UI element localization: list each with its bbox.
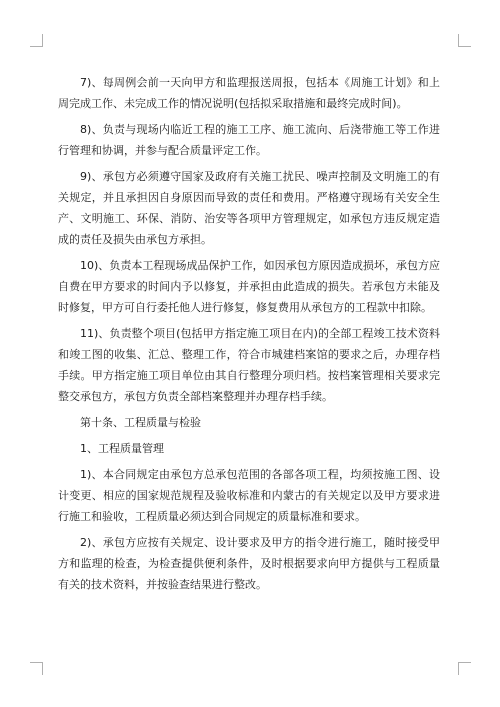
paragraph-item-7: 7)、每周例会前一天向甲方和监理报送周报，包括本《周施工计划》和上周完成工作、未完成工作的情况说明(包括拟采取措施和最终完成时间)。 [58, 76, 440, 110]
paragraph-item-8: 8)、负责与现场内临近工程的施工工序、施工流向、后浇带施工等工作进行管理和协调，并参与配合质量评定工作。 [58, 123, 440, 157]
paragraph-item-10: 10)、负责本工程现场成品保护工作，如因承包方原因造成损坏，承包方应自费在甲方要求的时间内予以修复，并承担由此造成的损失。若承包方未能及时修复，甲方可自行委托他人进行修复，修复费用从承包方的工程款中扣除。 [58, 259, 440, 314]
paragraph-quality-1: 1)、本合同规定由承包方总承包范围的各部各项工程，均须按施工图、设计变更、相应的国家规范规程及验收标准和内蒙古的有关规定以及甲方要求进行施工和验收，工程质量必须达到合同规定的质量标准和要求。 [58, 468, 440, 523]
paragraph-item-11: 11)、负责整个项目(包括甲方指定施工项目在内)的全部工程竣工技术资料和竣工图的收集、汇总、整理工作，符合市城建档案馆的要求之后，办理存档手续。甲方指定施工项目单位由其自行整理分项归档。按档案管理相关要求完整交承包方，承包方负责全部档案整理并办理存档手续。 [58, 327, 440, 403]
document-body [58, 72, 440, 600]
paragraph-quality-2: 2)、承包方应按有关规定、设计要求及甲方的指令进行施工，随时接受甲方和监理的检查，为检查提供便利条件，及时根据要求向甲方提供与工程质量有关的技术资料，并按验查结果进行整改。 [58, 536, 440, 591]
crop-mark-bottom-right [458, 662, 471, 675]
section-heading-article-10: 第十条、工程质量与检验 [80, 416, 201, 429]
paragraph-item-9: 9)、承包方必须遵守国家及政府有关施工扰民、噪声控制及文明施工的有关规定，并且承担因自身原因而导致的责任和费用。严格遵守现场有关安全生产、文明施工、环保、消防、治安等各项甲方管理规定，如承包方违反规定造成的责任及损失由承包方承担。 [58, 170, 440, 246]
crop-mark-top-left [30, 34, 43, 47]
crop-mark-bottom-left [30, 662, 43, 675]
subsection-heading-quality-management: 1、工程质量管理 [80, 442, 164, 455]
crop-mark-top-right [458, 34, 471, 47]
